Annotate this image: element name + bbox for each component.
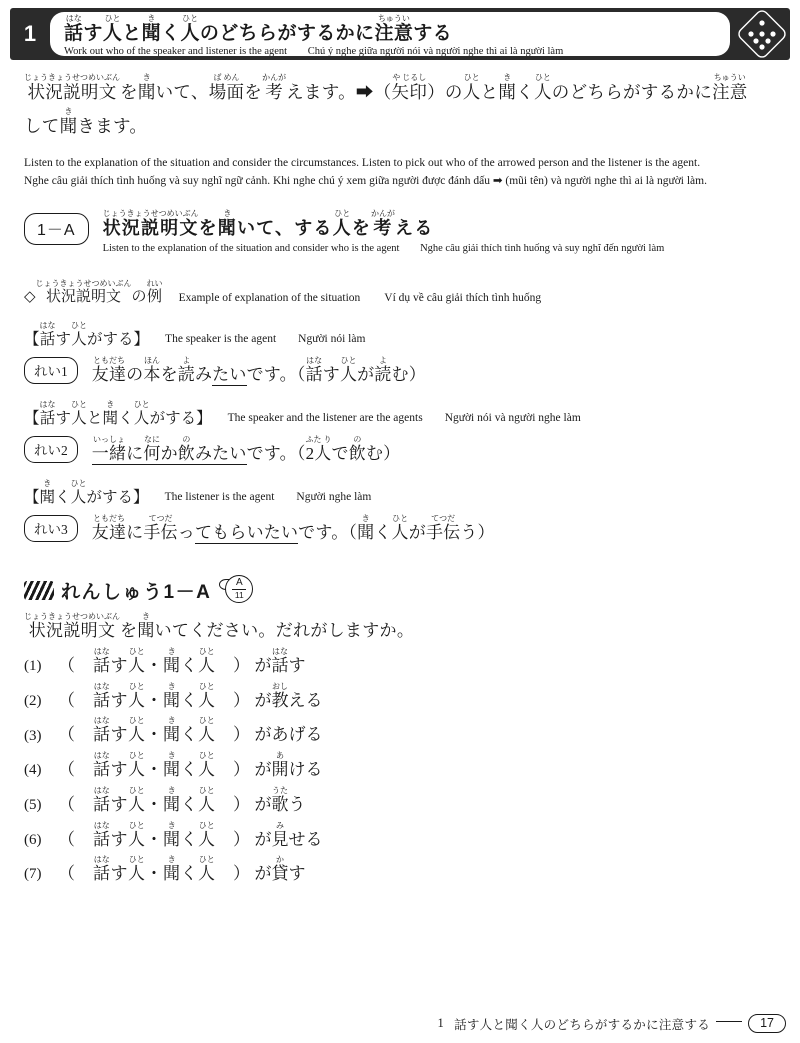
question-number: (6) [24, 831, 42, 848]
question-choices[interactable]: （ はな 話 す ひと 人 ・ き 聞 く ひと 人 ） [58, 716, 251, 745]
example-group-label [24, 401, 776, 427]
list-item[interactable] [24, 787, 776, 815]
question-number: (4) [24, 762, 42, 779]
question-choices[interactable]: （ はな 話 す ひと 人 ・ き 聞 く ひと 人 ） [58, 647, 251, 676]
chapter-title-vn: Chú ý nghe giữa người nói và người nghe thì ai là người làm [307, 45, 564, 56]
audio-track-number: 11 [234, 590, 244, 601]
intro-line-1: じょうきょうせつめいぶん 状況説明文 を き 聞 いて、 ば めん 場面 を かんが 考 えます。➡（ や じるし 矢印 ）の ひと 人 と き 聞 く ひと 人 のどちらがするかに ちゅうい 注意 [24, 73, 748, 102]
example-group-label [24, 480, 776, 506]
example-tag: れい3 [24, 515, 78, 542]
example-group [24, 322, 776, 385]
question-tail: が あ 開 ける [254, 751, 323, 780]
audio-track-icon[interactable] [223, 575, 253, 605]
example-group [24, 480, 776, 543]
question-choices[interactable]: （ はな 話 す ひと 人 ・ き 聞 く ひと 人 ） [58, 785, 251, 814]
chapter-title-translations [64, 46, 716, 56]
worksheet-page [0, 8, 800, 1043]
list-item[interactable] [24, 856, 776, 884]
audio-label: A [235, 577, 243, 589]
section-title-jp: じょうきょうせつめいぶん 状況説明文 を き 聞 いて、する ひと 人 を かんが 考 える [102, 209, 434, 239]
examples-heading-vn: Ví dụ về câu giải thích tình huống [384, 291, 542, 304]
example-label-en: The speaker is the agent [165, 333, 277, 346]
question-choices[interactable]: （ はな 話 す ひと 人 ・ き 聞 く ひと 人 ） [58, 855, 251, 884]
question-tail: が うた 歌 う [254, 785, 306, 814]
intro-vn: Nghe câu giải thích tình huống và suy nghĩ ngữ cảnh. Khi nghe chú ý xem giữa người được đánh dấu ➡ (mũi tên) và người nghe thì ai là người làm. [24, 174, 707, 187]
section-tag: 1－A [24, 213, 89, 245]
intro-translations [24, 155, 776, 191]
hatch-icon [24, 581, 54, 600]
example-sentence: ともだち 友達 に てつだ 手伝 ってもらいたいです。（ き 聞 く ひと 人 が てつだ 手伝 う） [91, 514, 495, 543]
example-row [24, 436, 776, 464]
footer-chapter-title: 話す人と聞く人のどちらがするかに注意する [454, 1017, 711, 1032]
section-title-en: Listen to the explanation of the situation and consider who is the agent [102, 242, 400, 254]
examples-heading-jp: ◇ じょうきょうせつめいぶん 状況説明文 の れい 例 [24, 278, 163, 305]
question-number: (1) [24, 658, 42, 675]
example-label-jp: 【 はな 話 す ひと 人 と き 聞 く ひと 人 がする】 [24, 400, 212, 428]
example-label-vn: Người nghe làm [296, 491, 372, 504]
question-choices[interactable]: （ はな 話 す ひと 人 ・ き 聞 く ひと 人 ） [58, 820, 251, 849]
practice-title: れんしゅう1－A [61, 581, 212, 603]
example-row [24, 515, 776, 543]
question-number: (2) [24, 692, 42, 709]
question-tail: が はな 話 す [254, 647, 306, 676]
list-item[interactable] [24, 717, 776, 745]
question-tail: が おし 教 える [254, 681, 323, 710]
example-label-en: The listener is the agent [164, 491, 275, 504]
example-row [24, 357, 776, 385]
footer-chapter-number: 1 [437, 1016, 445, 1030]
list-item[interactable] [24, 822, 776, 850]
examples-block [24, 280, 776, 543]
question-tail: が か 貸 す [254, 855, 306, 884]
question-number: (3) [24, 727, 42, 744]
example-tag: れい2 [24, 436, 78, 463]
example-group [24, 401, 776, 464]
chapter-number: 1 [23, 21, 37, 46]
page-number: 17 [748, 1014, 786, 1033]
example-sentence: いっしょ 一緒 に なに 何 か の 飲 みたいです。（ ふた り 2人 で の 飲 む） [91, 435, 401, 464]
intro-japanese [24, 74, 776, 143]
list-item[interactable] [24, 683, 776, 711]
examples-heading-en: Example of explanation of the situation [178, 291, 361, 304]
example-tag: れい1 [24, 357, 78, 384]
example-label-vn: Người nói làm [298, 333, 366, 346]
question-list [24, 648, 776, 884]
page-footer [0, 1014, 800, 1033]
section-1a [24, 210, 776, 254]
section-title-vn: Nghe câu giải thích tình huống và suy nghĩ đến người làm [420, 242, 665, 254]
example-label-jp: 【 き 聞 く ひと 人 がする】 [24, 479, 149, 507]
section-translations [103, 243, 665, 254]
list-item[interactable] [24, 648, 776, 676]
list-item[interactable] [24, 752, 776, 780]
example-label-en: The speaker and the listener are the agents [227, 412, 423, 425]
examples-heading [24, 280, 776, 306]
footer-divider [716, 1021, 742, 1022]
chapter-title-en: Work out who of the speaker and listener is the agent [64, 45, 288, 56]
question-tail: が み 見 せる [254, 820, 323, 849]
intro-en: Listen to the explanation of the situation and consider the circumstances. Listen to pick out who of the arrowed person and the listener is the agent. [24, 156, 701, 169]
question-choices[interactable]: （ はな 話 す ひと 人 ・ き 聞 く ひと 人 ） [58, 751, 251, 780]
chapter-header [10, 8, 790, 60]
example-group-label [24, 322, 776, 348]
example-sentence: ともだち 友達 の ほん 本 を よ 読 みたいです。（ はな 話 す ひと 人 が よ 読 む） [91, 356, 426, 385]
question-number: (5) [24, 797, 42, 814]
question-number: (7) [24, 866, 42, 883]
chapter-title-jp: はな 話 す ひと 人 と き 聞 く ひと 人 のどちらがするかに ちゅうい 注意 する [64, 14, 453, 44]
dice-icon [738, 10, 786, 58]
practice-instruction: じょうきょうせつめいぶん 状況説明文 を き 聞 いてください。だれがしますか。 [24, 612, 415, 641]
example-label-jp: 【 はな 話 す ひと 人 がする】 [24, 320, 150, 348]
intro-line-2: して き 聞 きます。 [24, 107, 148, 137]
example-label-vn: Người nói và người nghe làm [444, 412, 581, 425]
question-choices[interactable]: （ はな 話 す ひと 人 ・ き 聞 く ひと 人 ） [58, 681, 251, 710]
question-tail: があげる [254, 725, 323, 745]
practice-header [24, 575, 776, 605]
chapter-title-box [50, 12, 730, 56]
